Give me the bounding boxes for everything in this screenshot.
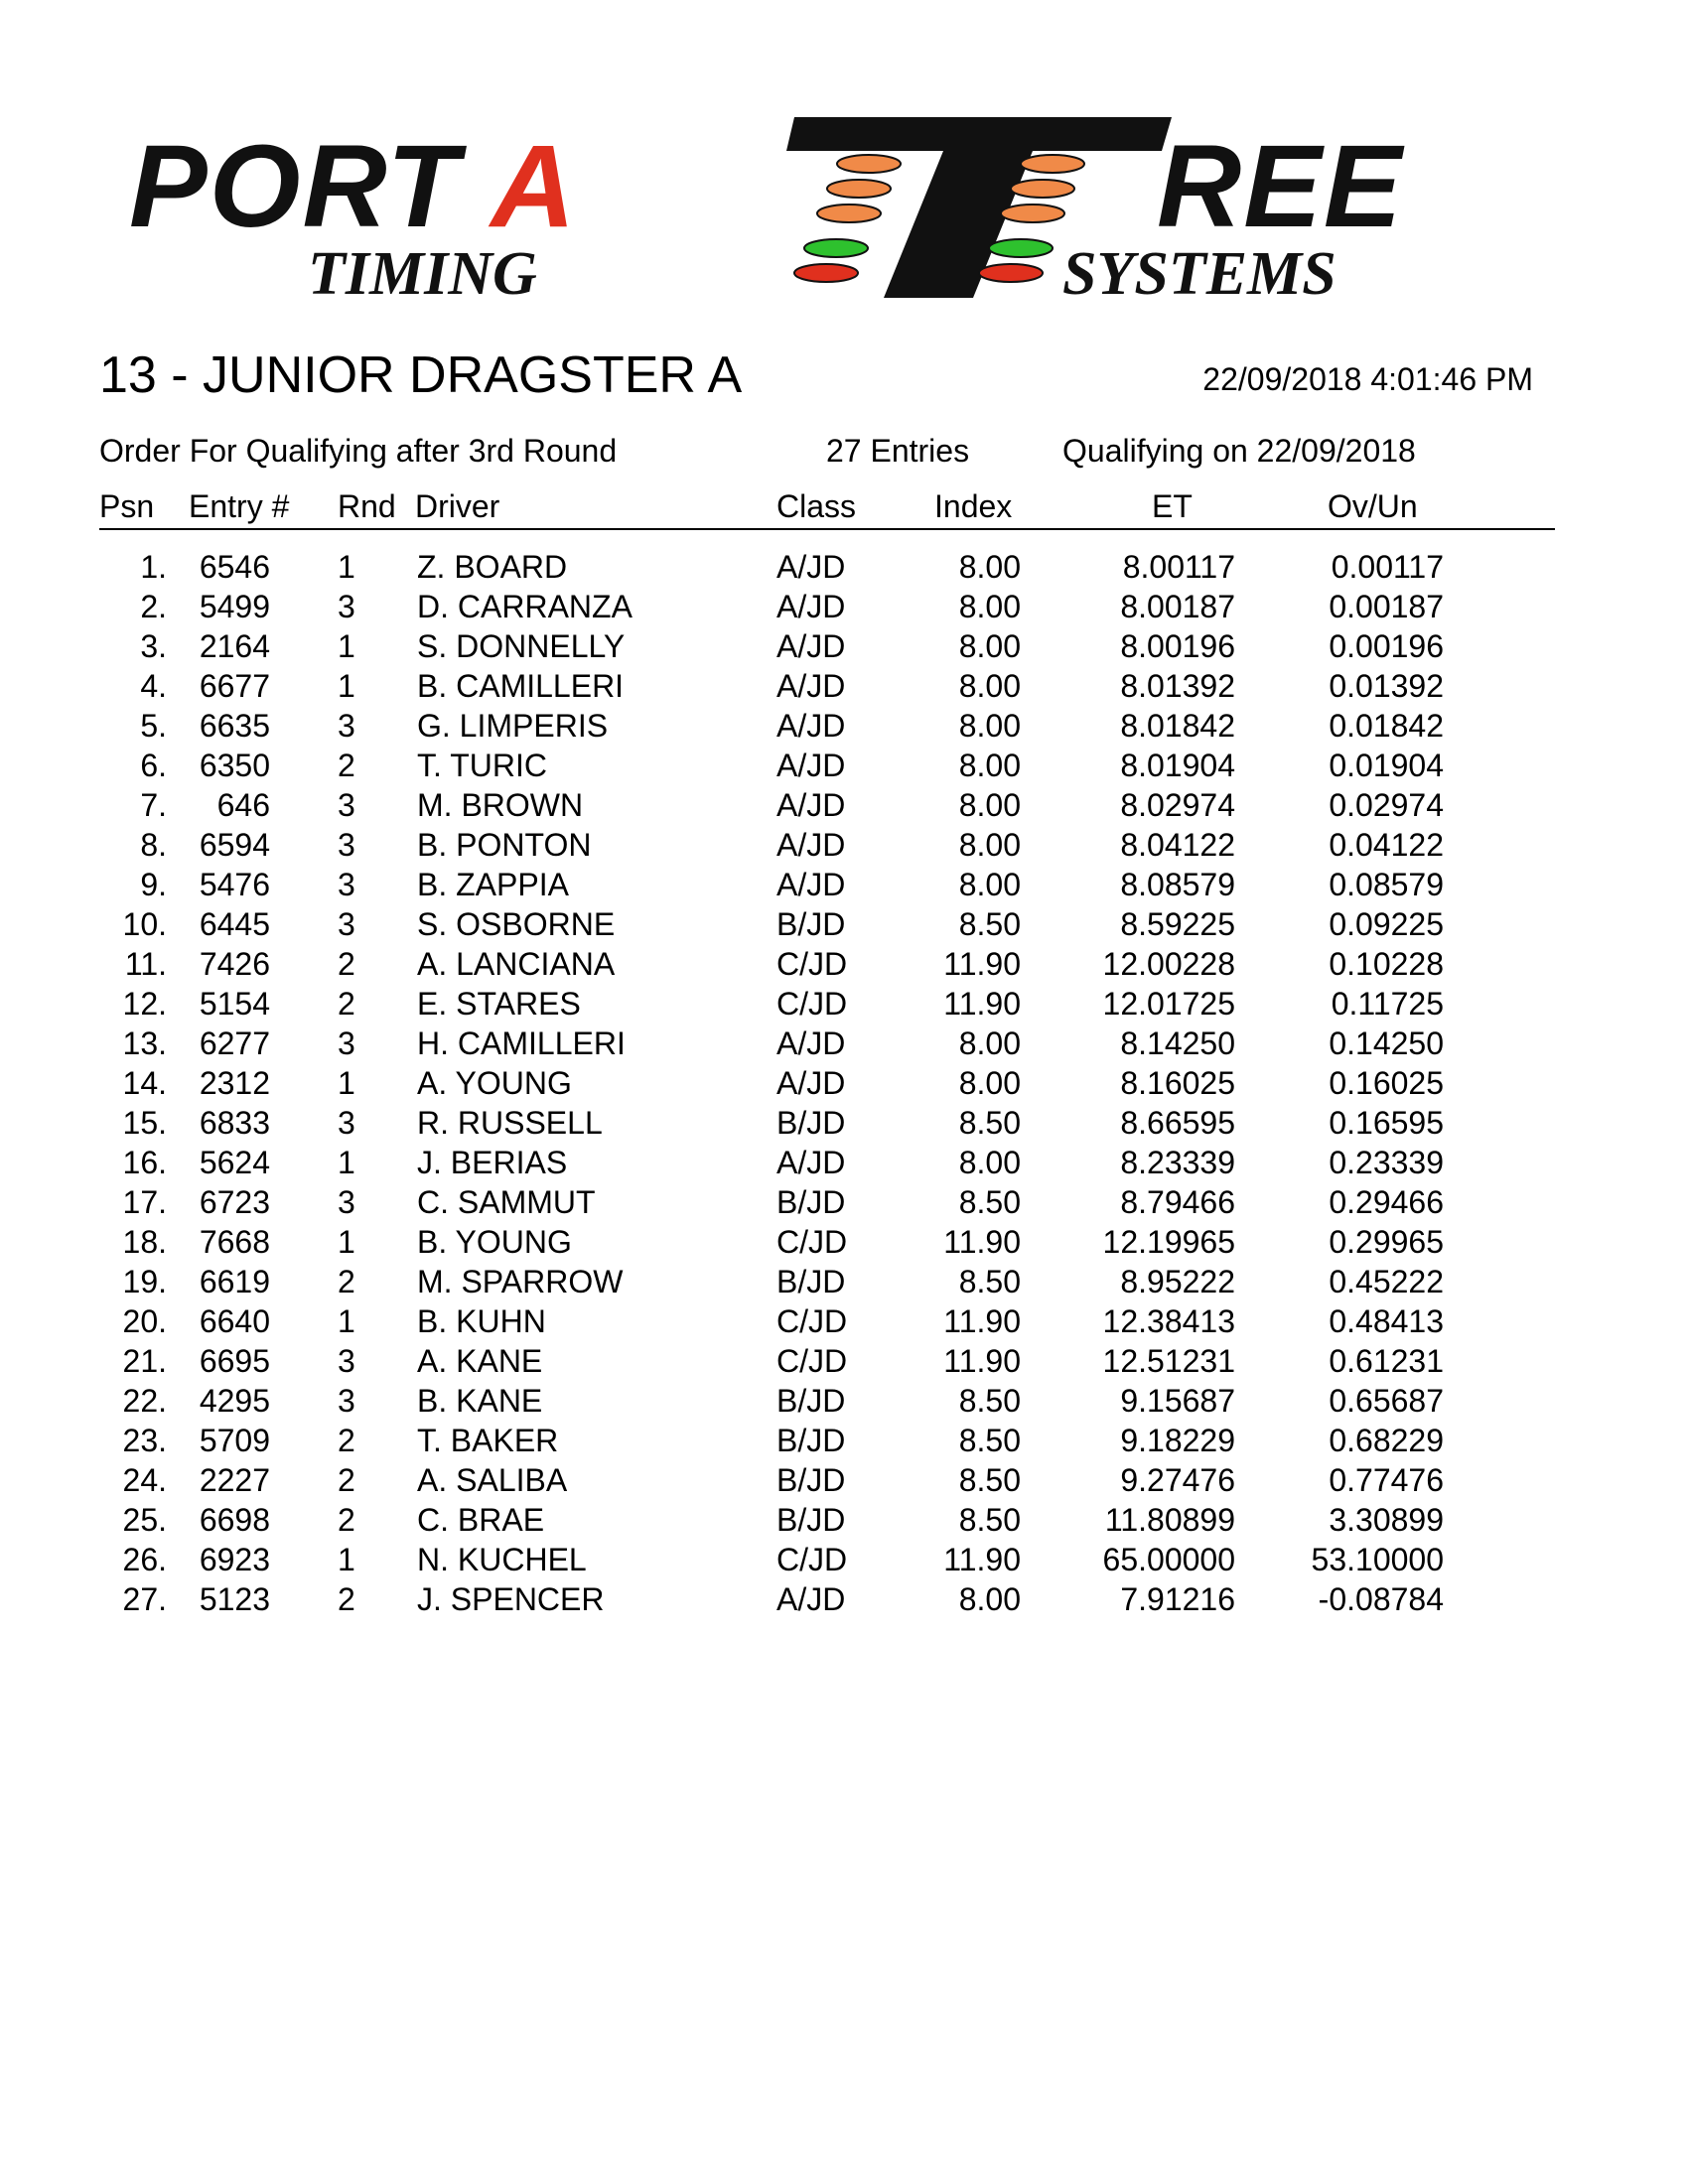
cell-entry-number: 5709 [199, 1423, 270, 1458]
tree-light-amber [827, 180, 891, 198]
cell-class: B/JD [776, 1264, 846, 1299]
cell-class: A/JD [776, 1581, 846, 1617]
cell-over-under: 0.10228 [1329, 946, 1444, 982]
cell-driver: M. SPARROW [417, 1264, 624, 1299]
cell-index: 8.00 [958, 549, 1021, 585]
cell-index: 8.00 [958, 1025, 1021, 1061]
cell-driver: C. BRAE [417, 1502, 545, 1538]
cell-round: 2 [338, 1581, 355, 1617]
cell-index: 8.50 [958, 1105, 1021, 1141]
cell-et: 11.80899 [1104, 1502, 1235, 1538]
tree-light-red [794, 264, 858, 282]
cell-et: 8.00196 [1120, 628, 1235, 664]
cell-et: 8.02974 [1120, 787, 1235, 823]
cell-position: 21. [122, 1343, 167, 1379]
cell-over-under: 0.04122 [1329, 827, 1444, 863]
cell-entry-number: 646 [216, 787, 270, 823]
cell-index: 11.90 [943, 986, 1021, 1022]
cell-entry-number: 2164 [199, 628, 270, 664]
cell-entry-number: 6546 [199, 549, 270, 585]
cell-over-under: 0.09225 [1329, 906, 1444, 942]
cell-class: A/JD [776, 1025, 846, 1061]
logo-word-systems: SYSTEMS [1062, 240, 1336, 308]
cell-round: 3 [338, 708, 355, 744]
cell-driver: T. TURIC [417, 748, 547, 783]
cell-et: 12.38413 [1102, 1303, 1235, 1339]
cell-driver: B. ZAPPIA [417, 867, 569, 902]
cell-entry-number: 6923 [199, 1542, 270, 1577]
cell-entry-number: 5123 [199, 1581, 270, 1617]
cell-class: B/JD [776, 1184, 846, 1220]
table-row [0, 904, 1688, 944]
cell-class: B/JD [776, 1462, 846, 1498]
table-row [0, 1579, 1688, 1619]
cell-et: 8.23339 [1120, 1145, 1235, 1180]
cell-class: C/JD [776, 1303, 848, 1339]
tree-light-red [979, 264, 1043, 282]
cell-index: 8.00 [958, 668, 1021, 704]
cell-index: 8.00 [958, 867, 1021, 902]
cell-round: 2 [338, 1502, 355, 1538]
cell-class: A/JD [776, 748, 846, 783]
cell-et: 12.51231 [1102, 1343, 1235, 1379]
qualifying-order-text: Order For Qualifying after 3rd Round [99, 433, 618, 469]
cell-entry-number: 6445 [199, 906, 270, 942]
cell-class: C/JD [776, 946, 848, 982]
col-index: Index [934, 488, 1013, 524]
col-entry: Entry # [189, 488, 290, 524]
cell-entry-number: 6677 [199, 668, 270, 704]
cell-driver: B. PONTON [417, 827, 592, 863]
cell-class: B/JD [776, 1105, 846, 1141]
table-row [0, 1182, 1688, 1222]
table-row [0, 547, 1688, 587]
page-title: 13 - JUNIOR DRAGSTER A [99, 346, 743, 404]
cell-over-under: 0.77476 [1329, 1462, 1444, 1498]
cell-round: 1 [338, 1542, 355, 1577]
report-datetime: 22/09/2018 4:01:46 PM [1202, 361, 1533, 397]
cell-index: 8.00 [958, 628, 1021, 664]
cell-class: A/JD [776, 867, 846, 902]
tree-light-green [804, 239, 868, 257]
cell-round: 2 [338, 946, 355, 982]
cell-et: 8.66595 [1120, 1105, 1235, 1141]
cell-position: 9. [140, 867, 167, 902]
table-row [0, 1500, 1688, 1540]
cell-round: 2 [338, 1462, 355, 1498]
cell-entry-number: 6695 [199, 1343, 270, 1379]
cell-et: 8.16025 [1120, 1065, 1235, 1101]
table-row [0, 865, 1688, 904]
cell-index: 8.50 [958, 1462, 1021, 1498]
cell-entry-number: 6350 [199, 748, 270, 783]
cell-et: 8.79466 [1120, 1184, 1235, 1220]
cell-class: C/JD [776, 1542, 848, 1577]
tree-light-amber [1011, 180, 1074, 198]
cell-over-under: 0.08579 [1329, 867, 1444, 902]
cell-driver: S. OSBORNE [417, 906, 616, 942]
cell-entry-number: 5624 [199, 1145, 270, 1180]
cell-entry-number: 6635 [199, 708, 270, 744]
logo-word-porta: PORT A [129, 121, 578, 252]
cell-over-under: 0.01842 [1329, 708, 1444, 744]
cell-et: 8.00187 [1120, 589, 1235, 624]
cell-et: 8.00117 [1122, 549, 1235, 585]
cell-over-under: 0.45222 [1329, 1264, 1444, 1299]
cell-round: 1 [338, 549, 355, 585]
cell-round: 3 [338, 1105, 355, 1141]
cell-driver: J. BERIAS [417, 1145, 568, 1180]
table-row [0, 1540, 1688, 1579]
cell-index: 8.00 [958, 708, 1021, 744]
cell-index: 8.00 [958, 787, 1021, 823]
table-row [0, 706, 1688, 746]
cell-over-under: 0.16025 [1329, 1065, 1444, 1101]
cell-driver: T. BAKER [417, 1423, 559, 1458]
cell-over-under: 0.14250 [1329, 1025, 1444, 1061]
cell-index: 8.00 [958, 1145, 1021, 1180]
cell-et: 12.00228 [1102, 946, 1235, 982]
cell-round: 2 [338, 986, 355, 1022]
cell-entry-number: 2312 [199, 1065, 270, 1101]
cell-position: 27. [122, 1581, 167, 1617]
cell-round: 3 [338, 867, 355, 902]
cell-et: 12.01725 [1102, 986, 1235, 1022]
cell-position: 3. [140, 628, 167, 664]
table-header [99, 484, 1555, 530]
cell-et: 12.19965 [1102, 1224, 1235, 1260]
cell-driver: R. RUSSELL [417, 1105, 603, 1141]
cell-over-under: 0.11725 [1331, 986, 1444, 1022]
entries-count: 27 Entries [826, 433, 970, 469]
cell-over-under: 0.01392 [1329, 668, 1444, 704]
cell-class: A/JD [776, 628, 846, 664]
cell-entry-number: 2227 [199, 1462, 270, 1498]
cell-position: 23. [122, 1423, 167, 1458]
cell-class: C/JD [776, 1343, 848, 1379]
cell-over-under: 0.48413 [1329, 1303, 1444, 1339]
cell-class: B/JD [776, 1423, 846, 1458]
cell-et: 65.00000 [1102, 1542, 1235, 1577]
cell-driver: B. CAMILLERI [417, 668, 625, 704]
cell-et: 8.59225 [1120, 906, 1235, 942]
cell-index: 11.90 [943, 1224, 1021, 1260]
cell-entry-number: 6277 [199, 1025, 270, 1061]
cell-driver: B. KUHN [417, 1303, 546, 1339]
cell-entry-number: 7668 [199, 1224, 270, 1260]
table-row [0, 984, 1688, 1024]
cell-position: 24. [122, 1462, 167, 1498]
cell-over-under: 0.29466 [1329, 1184, 1444, 1220]
cell-class: A/JD [776, 549, 846, 585]
cell-index: 8.50 [958, 1423, 1021, 1458]
cell-round: 3 [338, 1025, 355, 1061]
cell-class: C/JD [776, 1224, 848, 1260]
cell-index: 8.00 [958, 827, 1021, 863]
cell-position: 12. [122, 986, 167, 1022]
cell-round: 3 [338, 906, 355, 942]
table-row [0, 746, 1688, 785]
col-psn: Psn [99, 488, 155, 524]
cell-round: 2 [338, 1264, 355, 1299]
cell-entry-number: 6833 [199, 1105, 270, 1141]
cell-driver: H. CAMILLERI [417, 1025, 626, 1061]
cell-over-under: 0.02974 [1329, 787, 1444, 823]
cell-over-under: 0.16595 [1329, 1105, 1444, 1141]
col-et: ET [1152, 488, 1193, 524]
cell-index: 11.90 [943, 1542, 1021, 1577]
cell-et: 8.04122 [1120, 827, 1235, 863]
cell-entry-number: 6698 [199, 1502, 270, 1538]
cell-position: 18. [122, 1224, 167, 1260]
cell-class: A/JD [776, 787, 846, 823]
cell-et: 8.01904 [1120, 748, 1235, 783]
cell-class: A/JD [776, 589, 846, 624]
cell-index: 11.90 [943, 946, 1021, 982]
cell-driver: J. SPENCER [417, 1581, 605, 1617]
table-row [0, 666, 1688, 706]
cell-driver: B. YOUNG [417, 1224, 572, 1260]
cell-position: 6. [140, 748, 167, 783]
cell-class: A/JD [776, 708, 846, 744]
cell-et: 8.08579 [1120, 867, 1235, 902]
cell-class: A/JD [776, 1145, 846, 1180]
cell-driver: E. STARES [417, 986, 581, 1022]
cell-index: 8.50 [958, 1383, 1021, 1419]
cell-round: 3 [338, 1383, 355, 1419]
cell-driver: A. LANCIANA [417, 946, 616, 982]
table-row [0, 1222, 1688, 1262]
porta-tree-logo [119, 109, 1549, 308]
cell-index: 11.90 [943, 1343, 1021, 1379]
qualifying-date: Qualifying on 22/09/2018 [1062, 433, 1416, 469]
cell-round: 2 [338, 748, 355, 783]
cell-driver: A. SALIBA [417, 1462, 568, 1498]
table-row [0, 1381, 1688, 1421]
logo-word-timing: TIMING [308, 240, 537, 308]
cell-position: 15. [122, 1105, 167, 1141]
cell-index: 8.50 [958, 1184, 1021, 1220]
cell-position: 8. [140, 827, 167, 863]
cell-over-under: 0.65687 [1329, 1383, 1444, 1419]
table-row [0, 785, 1688, 825]
table-row [0, 1024, 1688, 1063]
col-driver: Driver [415, 488, 500, 524]
cell-position: 14. [122, 1065, 167, 1101]
table-row [0, 1063, 1688, 1103]
table-row [0, 1143, 1688, 1182]
cell-entry-number: 6619 [199, 1264, 270, 1299]
cell-entry-number: 6594 [199, 827, 270, 863]
cell-driver: N. KUCHEL [417, 1542, 587, 1577]
cell-over-under: 0.68229 [1329, 1423, 1444, 1458]
cell-position: 19. [122, 1264, 167, 1299]
tree-light-amber [817, 205, 881, 222]
cell-driver: A. KANE [417, 1343, 543, 1379]
cell-entry-number: 6640 [199, 1303, 270, 1339]
cell-et: 7.91216 [1120, 1581, 1235, 1617]
cell-over-under: 0.29965 [1329, 1224, 1444, 1260]
results-table [0, 547, 1688, 1619]
cell-entry-number: 6723 [199, 1184, 270, 1220]
cell-driver: C. SAMMUT [417, 1184, 596, 1220]
cell-index: 8.00 [958, 589, 1021, 624]
cell-driver: G. LIMPERIS [417, 708, 609, 744]
table-row [0, 1341, 1688, 1381]
cell-et: 9.27476 [1120, 1462, 1235, 1498]
cell-et: 9.15687 [1120, 1383, 1235, 1419]
cell-class: B/JD [776, 1502, 846, 1538]
cell-entry-number: 5154 [199, 986, 270, 1022]
cell-et: 8.01392 [1120, 668, 1235, 704]
table-row [0, 1301, 1688, 1341]
cell-round: 1 [338, 1303, 355, 1339]
cell-position: 26. [122, 1542, 167, 1577]
cell-driver: D. CARRANZA [417, 589, 633, 624]
cell-position: 5. [140, 708, 167, 744]
tree-light-amber [1021, 155, 1084, 173]
cell-round: 3 [338, 589, 355, 624]
cell-position: 11. [124, 946, 167, 982]
cell-et: 8.95222 [1120, 1264, 1235, 1299]
cell-round: 3 [338, 787, 355, 823]
cell-position: 2. [140, 589, 167, 624]
cell-over-under: 0.00187 [1329, 589, 1444, 624]
table-row [0, 1460, 1688, 1500]
cell-position: 7. [140, 787, 167, 823]
table-row [0, 626, 1688, 666]
cell-over-under: 0.01904 [1329, 748, 1444, 783]
cell-entry-number: 4295 [199, 1383, 270, 1419]
cell-round: 1 [338, 1145, 355, 1180]
cell-position: 17. [122, 1184, 167, 1220]
cell-round: 3 [338, 1343, 355, 1379]
cell-index: 11.90 [943, 1303, 1021, 1339]
logo-word-ree: REE [1157, 121, 1404, 252]
cell-class: B/JD [776, 1383, 846, 1419]
cell-round: 3 [338, 1184, 355, 1220]
cell-index: 8.00 [958, 748, 1021, 783]
cell-et: 8.14250 [1120, 1025, 1235, 1061]
table-row [0, 1103, 1688, 1143]
cell-class: A/JD [776, 827, 846, 863]
cell-driver: Z. BOARD [417, 549, 568, 585]
col-class: Class [776, 488, 857, 524]
cell-class: A/JD [776, 668, 846, 704]
cell-entry-number: 7426 [199, 946, 270, 982]
table-row [0, 944, 1688, 984]
cell-round: 1 [338, 628, 355, 664]
cell-index: 8.50 [958, 1264, 1021, 1299]
table-row [0, 1421, 1688, 1460]
cell-et: 9.18229 [1120, 1423, 1235, 1458]
table-row [0, 825, 1688, 865]
cell-position: 20. [122, 1303, 167, 1339]
cell-round: 3 [338, 827, 355, 863]
table-row [0, 1262, 1688, 1301]
cell-position: 4. [140, 668, 167, 704]
tree-light-amber [1001, 205, 1064, 222]
cell-et: 8.01842 [1120, 708, 1235, 744]
cell-driver: A. YOUNG [417, 1065, 572, 1101]
cell-driver: B. KANE [417, 1383, 543, 1419]
tree-light-amber [837, 155, 901, 173]
cell-position: 1. [140, 549, 167, 585]
cell-round: 1 [338, 1224, 355, 1260]
cell-over-under: 0.00117 [1331, 549, 1444, 585]
cell-entry-number: 5499 [199, 589, 270, 624]
cell-index: 8.50 [958, 906, 1021, 942]
tree-light-green [989, 239, 1053, 257]
cell-driver: M. BROWN [417, 787, 584, 823]
cell-position: 13. [122, 1025, 167, 1061]
cell-round: 1 [338, 668, 355, 704]
cell-class: B/JD [776, 906, 846, 942]
cell-class: C/JD [776, 986, 848, 1022]
cell-over-under: 3.30899 [1329, 1502, 1444, 1538]
cell-over-under: -0.08784 [1318, 1581, 1444, 1617]
cell-driver: S. DONNELLY [417, 628, 626, 664]
cell-over-under: 0.23339 [1329, 1145, 1444, 1180]
cell-index: 8.50 [958, 1502, 1021, 1538]
cell-index: 8.00 [958, 1065, 1021, 1101]
cell-position: 22. [122, 1383, 167, 1419]
table-row [0, 587, 1688, 626]
cell-round: 2 [338, 1423, 355, 1458]
cell-index: 8.00 [958, 1581, 1021, 1617]
cell-position: 16. [122, 1145, 167, 1180]
cell-round: 1 [338, 1065, 355, 1101]
cell-over-under: 53.10000 [1311, 1542, 1444, 1577]
cell-position: 25. [122, 1502, 167, 1538]
cell-over-under: 0.61231 [1329, 1343, 1444, 1379]
cell-position: 10. [122, 906, 167, 942]
col-rnd: Rnd [338, 488, 396, 524]
col-ovun: Ov/Un [1328, 488, 1418, 524]
cell-entry-number: 5476 [199, 867, 270, 902]
cell-over-under: 0.00196 [1329, 628, 1444, 664]
cell-class: A/JD [776, 1065, 846, 1101]
logo-graphic [119, 109, 1549, 308]
